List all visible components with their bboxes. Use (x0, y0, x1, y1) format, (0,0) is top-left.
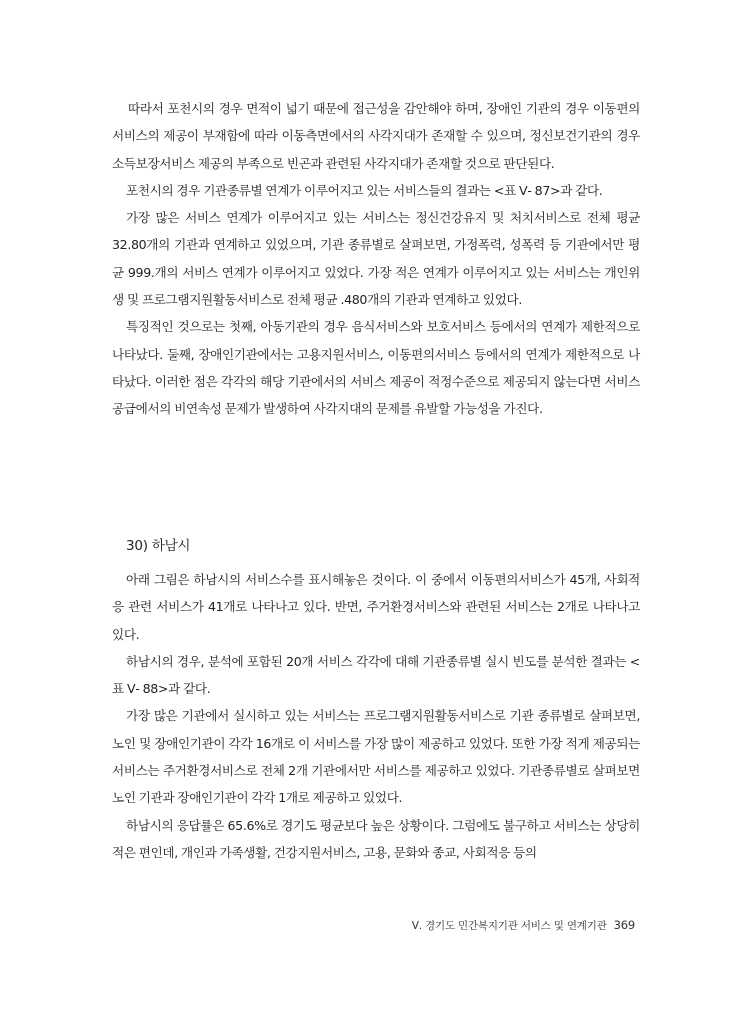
paragraph-pocheon-table-ref: 포천시의 경우 기관종류별 연계가 이루어지고 있는 서비스들의 결과는 <표 Ⅴ- 87>과 같다. (126, 182, 603, 198)
running-title: Ⅴ. 경기도 민간복지기관 서비스 및 연계기관 (411, 920, 607, 932)
section-hanam-body (112, 566, 640, 866)
page-number: 369 (613, 918, 635, 932)
paragraph-hanam-most-provided: 가장 많은 기관에서 실시하고 있는 서비스는 프로그램지원활동서비스로 기관 종류별로 살펴보면, 노인 및 장애인기관이 각각 16개로 이 서비스를 가장 많이 제공하고 있었다. 또한 가장 적게 제공되는 서비스는 주거환경서비스로 전체 2개 기관에서만 서비스를 제공하고 있었다. 기관종류별로 살펴보면 노인 기관과 장애인기관이 각각 1개로 제공하고 있었다. (112, 708, 640, 806)
page-footer (412, 918, 635, 933)
section-pocheon-body (112, 95, 640, 423)
paragraph-hanam-table-ref: 하남시의 경우, 분석에 포함된 20개 서비스 각각에 대해 기관종류별 실시 빈도를 분석한 결과는 <표 Ⅴ- 88>과 같다. (112, 653, 640, 697)
section-heading-hanam: 30) 하남시 (126, 538, 191, 554)
paragraph-pocheon-conclusion: 따라서 포천시의 경우 면적이 넓기 때문에 접근성을 감안해야 하며, 장애인 기관의 경우 이동편의서비스의 제공이 부재함에 따라 이동측면에서의 사각지대가 존재할 수 있으며, 정신보건기관의 경우 소득보장서비스 제공의 부족으로 빈곤과 관련된 사각지대가 존재할 것으로 판단된다. (112, 101, 640, 171)
paragraph-pocheon-most-linked: 가장 많은 서비스 연계가 이루어지고 있는 서비스는 정신건강유지 및 처치서비스로 전체 평균 32.80개의 기관과 연계하고 있었으며, 기관 종류별로 살펴보면, 가정폭력, 성폭력 등 기관에서만 평균 999.개의 서비스 연계가 이루어지고 있었다. 가장 적은 연계가 이루어지고 있는 서비스는 개인위생 및 프로그램지원활동서비스로 전체 평균 .480개의 기관과 연계하고 있었다. (112, 210, 640, 308)
paragraph-hanam-service-count: 아래 그림은 하남시의 서비스수를 표시해놓은 것이다. 이 중에서 이동편의서비스가 45개, 사회적응 관련 서비스가 41개로 나타나고 있다. 반면, 주거환경서비스와 관련된 서비스는 2개로 나타나고 있다. (112, 572, 640, 642)
paragraph-hanam-response-rate: 하남시의 응답률은 65.6%로 경기도 평균보다 높은 상황이다. 그럼에도 불구하고 서비스는 상당히 적은 편인데, 개인과 가족생활, 건강지원서비스, 고용, 문화와 종교, 사회적응 등의 (112, 817, 640, 860)
paragraph-pocheon-characteristics: 특징적인 것으로는 첫째, 아동기관의 경우 음식서비스와 보호서비스 등에서의 연계가 제한적으로 나타났다. 둘째, 장애인기관에서는 고용지원서비스, 이동편의서비스 등에서의 연계가 제한적으로 나타났다. 이러한 점은 각각의 해당 기관에서의 서비스 제공이 적정수준으로 제공되지 않는다면 서비스 공급에서의 비연속성 문제가 발생하여 사각지대의 문제를 유발할 가능성을 가진다. (112, 319, 640, 417)
